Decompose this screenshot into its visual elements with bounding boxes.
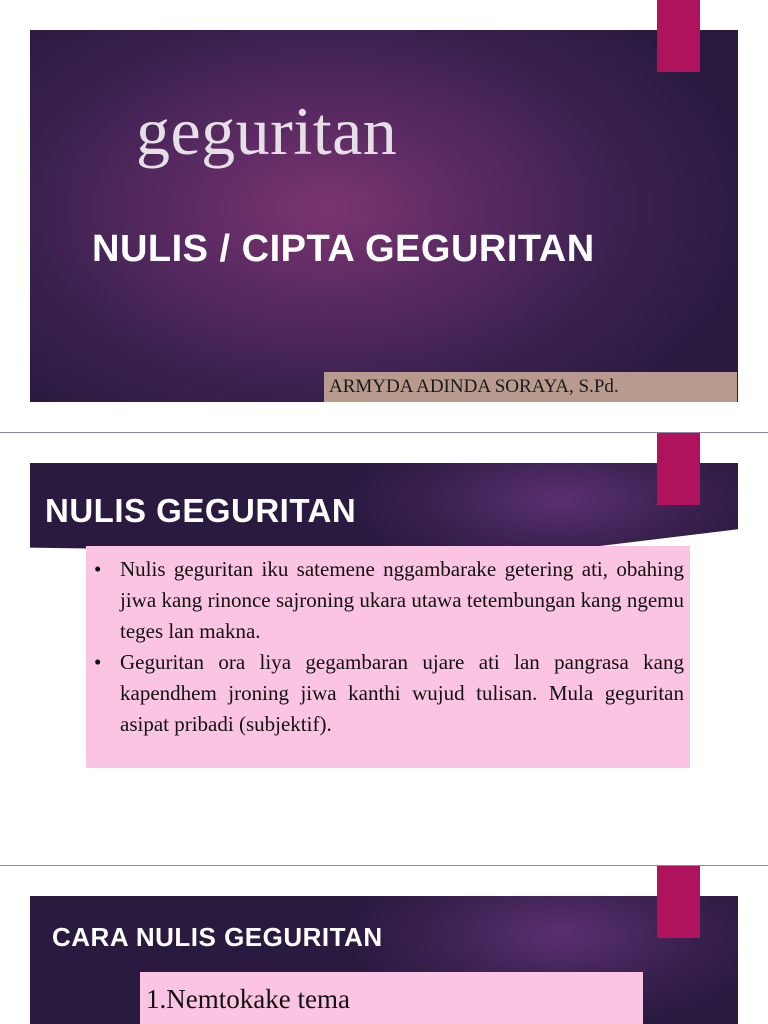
list-item: • Nulis geguritan iku satemene nggambarake getering ati, obahing jiwa kang rinonce sajroning ukara utawa tetembungan kang ngemu teges lan makna.	[120, 554, 684, 647]
slide-1-ribbon	[657, 0, 700, 72]
slide-3-title: CARA NULIS GEGURITAN	[52, 922, 383, 952]
slide-1-subtitle: NULIS / CIPTA GEGURITAN	[92, 228, 595, 270]
slide-divider	[0, 865, 768, 866]
list-item: 1.Nemtokake tema	[146, 984, 350, 1014]
slide-divider	[0, 432, 768, 433]
slide-1-background	[30, 30, 738, 402]
steps-list	[140, 972, 643, 1018]
slide-3-content-box	[140, 972, 643, 1024]
slide-1-title: geguritan	[136, 93, 398, 169]
slide-3-ribbon	[657, 866, 700, 938]
slide-2-ribbon	[657, 433, 700, 505]
bullet-list	[86, 546, 690, 740]
author-label: ARMYDA ADINDA SORAYA, S.Pd.	[324, 372, 737, 402]
slide-2-title: NULIS GEGURITAN	[45, 492, 357, 529]
slide-2-content-box	[86, 546, 690, 768]
list-item: • Geguritan ora liya gegambaran ujare ati lan pangrasa kang kapendhem jroning jiwa kanthi wujud tulisan. Mula geguritan asipat pribadi (subjektif).	[120, 647, 684, 740]
